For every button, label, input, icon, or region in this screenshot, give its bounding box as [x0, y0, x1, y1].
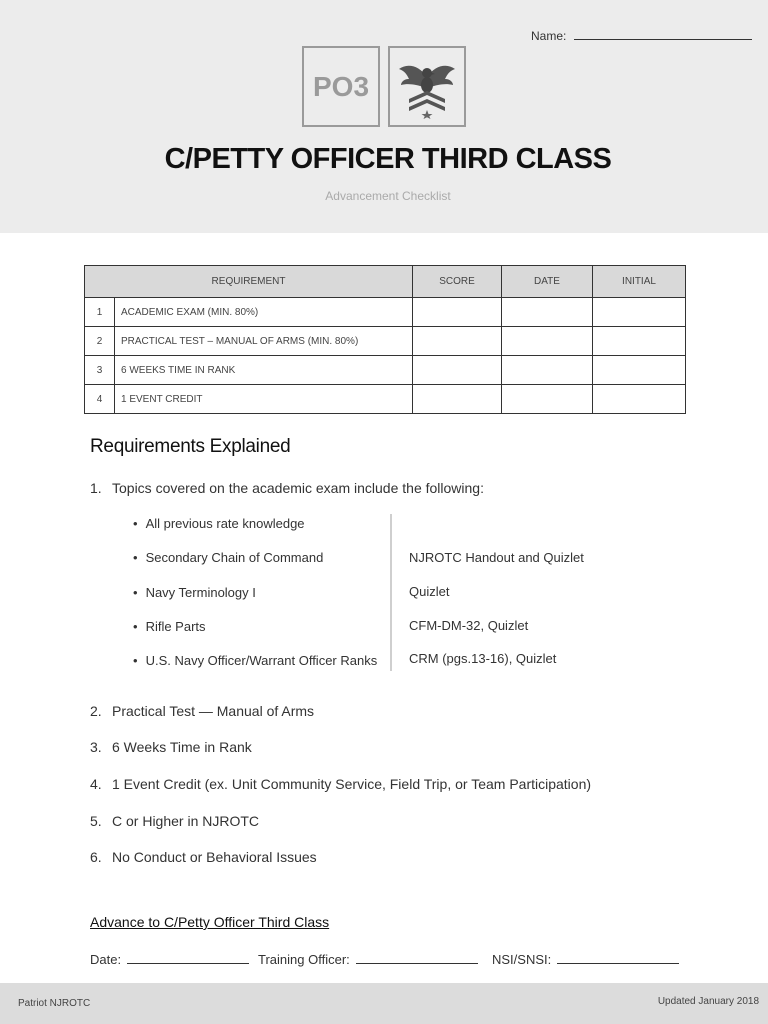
item-text: Practical Test — Manual of Arms — [112, 703, 315, 719]
item-number: 3. — [90, 739, 102, 755]
rank-badge-text — [302, 46, 380, 127]
item-number: 2. — [90, 703, 102, 719]
header-requirement: REQUIREMENT — [85, 266, 413, 298]
nsi-snsi-blank-line[interactable] — [557, 951, 679, 964]
list-item — [90, 480, 484, 496]
source-item: Quizlet — [409, 584, 450, 599]
eagle-chevron-icon — [397, 55, 457, 119]
initial-cell[interactable] — [593, 327, 686, 356]
nsi-snsi-label: NSI/SNSI: — [492, 952, 552, 967]
page-title: C/PETTY OFFICER THIRD CLASS — [164, 143, 612, 175]
list-item — [90, 739, 252, 755]
name-field[interactable] — [531, 28, 752, 43]
date-cell[interactable] — [502, 327, 593, 356]
item-number: 5. — [90, 813, 102, 829]
topic-item: • All previous rate knowledge — [133, 516, 305, 531]
initial-cell[interactable] — [593, 298, 686, 327]
list-item — [90, 776, 591, 792]
list-item — [90, 849, 317, 865]
table-row — [85, 327, 686, 356]
training-officer-field[interactable] — [258, 951, 478, 967]
row-number: 3 — [85, 356, 115, 385]
table-row — [85, 298, 686, 327]
page-subtitle: Advancement Checklist — [325, 189, 451, 203]
item-number: 1. — [90, 480, 102, 496]
date-label: Date: — [90, 952, 122, 967]
name-label: Name: — [531, 29, 567, 43]
header-date: DATE — [502, 266, 593, 298]
item-text: 1 Event Credit (ex. Unit Community Service, Field Trip, or Team Participation) — [112, 776, 592, 792]
row-number: 1 — [85, 298, 115, 327]
table-row — [85, 385, 686, 414]
topic-item: • Secondary Chain of Command — [133, 550, 323, 565]
date-cell[interactable] — [502, 298, 593, 327]
footer-updated: Updated January 2018 — [657, 996, 759, 1007]
requirements-table — [84, 265, 686, 414]
training-officer-blank-line[interactable] — [356, 951, 478, 964]
item-number: 4. — [90, 776, 102, 792]
header-band — [0, 0, 768, 233]
initial-cell[interactable] — [593, 385, 686, 414]
nsi-snsi-field[interactable] — [492, 951, 679, 967]
source-item: CRM (pgs.13-16), Quizlet — [409, 651, 557, 666]
header-initial: INITIAL — [593, 266, 686, 298]
requirements-explained-heading: Requirements Explained — [90, 436, 291, 457]
divider — [390, 514, 392, 671]
row-number: 2 — [85, 327, 115, 356]
row-number: 4 — [85, 385, 115, 414]
item-text: C or Higher in NJROTC — [112, 813, 260, 829]
date-cell[interactable] — [502, 385, 593, 414]
topic-item: • U.S. Navy Officer/Warrant Officer Ranks — [133, 653, 377, 668]
score-cell[interactable] — [413, 298, 502, 327]
row-requirement: ACADEMIC EXAM (MIN. 80%) — [115, 298, 413, 327]
footer-unit: Patriot NJROTC — [18, 998, 91, 1009]
source-item: CFM-DM-32, Quizlet — [409, 618, 529, 633]
badge-text: PO3 — [312, 70, 370, 102]
score-cell[interactable] — [413, 385, 502, 414]
item-text: No Conduct or Behavioral Issues — [112, 849, 317, 865]
score-cell[interactable] — [413, 327, 502, 356]
footer-band — [0, 983, 768, 1024]
row-requirement: 1 EVENT CREDIT — [115, 385, 413, 414]
table-row — [85, 356, 686, 385]
rank-insignia-box — [388, 46, 466, 127]
source-item: NJROTC Handout and Quizlet — [409, 550, 584, 565]
name-blank-line[interactable] — [574, 28, 752, 40]
header-score: SCORE — [413, 266, 502, 298]
score-cell[interactable] — [413, 356, 502, 385]
table-header-row — [85, 266, 686, 298]
list-item — [90, 813, 259, 829]
row-requirement: PRACTICAL TEST – MANUAL OF ARMS (MIN. 80%) — [115, 327, 413, 356]
topic-item: • Rifle Parts — [133, 619, 206, 634]
date-blank-line[interactable] — [127, 951, 249, 964]
row-requirement: 6 WEEKS TIME IN RANK — [115, 356, 413, 385]
date-cell[interactable] — [502, 356, 593, 385]
topic-item: • Navy Terminology I — [133, 585, 256, 600]
item-text: Topics covered on the academic exam include the following: — [112, 480, 484, 496]
training-officer-label: Training Officer: — [258, 952, 350, 967]
list-item — [90, 703, 314, 719]
advance-heading: Advance to C/Petty Officer Third Class — [90, 914, 330, 930]
item-text: 6 Weeks Time in Rank — [112, 739, 252, 755]
date-signature-field[interactable] — [90, 951, 249, 967]
item-number: 6. — [90, 849, 102, 865]
initial-cell[interactable] — [593, 356, 686, 385]
